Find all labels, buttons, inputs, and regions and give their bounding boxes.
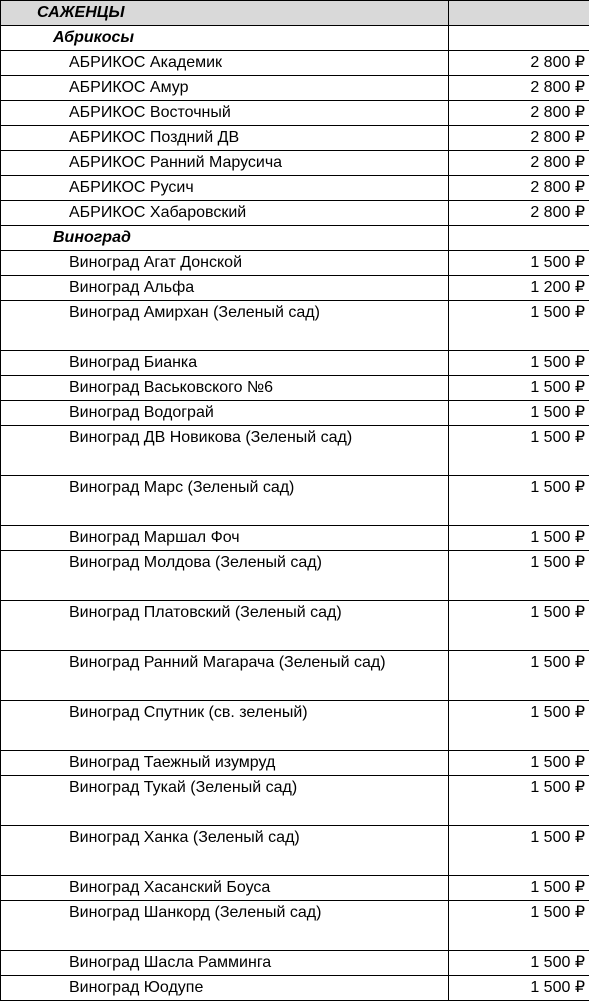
item-name: АБРИКОС Поздний ДВ (1, 126, 449, 151)
group-title: Абрикосы (1, 26, 449, 51)
item-price: 1 200 ₽ (449, 276, 589, 301)
item-price: 1 500 ₽ (449, 651, 589, 701)
item-name: Виноград Агат Донской (1, 251, 449, 276)
table-row (1, 876, 589, 901)
table-row (1, 251, 589, 276)
item-name: АБРИКОС Амур (1, 76, 449, 101)
item-price: 2 800 ₽ (449, 51, 589, 76)
table-row (1, 651, 589, 701)
item-price: 1 500 ₽ (449, 601, 589, 651)
item-name: Виноград Амирхан (Зеленый сад) (1, 301, 449, 351)
item-price: 1 500 ₽ (449, 476, 589, 526)
section-title: САЖЕНЦЫ (1, 1, 449, 26)
item-name: Виноград Ханка (Зеленый сад) (1, 826, 449, 876)
item-name: Виноград Хасанский Боуса (1, 876, 449, 901)
table-row (1, 526, 589, 551)
table-row (1, 901, 589, 951)
table-row (1, 476, 589, 526)
item-price: 1 500 ₽ (449, 701, 589, 751)
table-row (1, 126, 589, 151)
item-price: 1 500 ₽ (449, 426, 589, 476)
table-row (1, 201, 589, 226)
table-row (1, 376, 589, 401)
section-header-row (1, 1, 589, 26)
item-name: Виноград Шасла Рамминга (1, 951, 449, 976)
item-price: 1 500 ₽ (449, 351, 589, 376)
group-header-row (1, 26, 589, 51)
group-price-cell (449, 226, 589, 251)
item-price: 1 500 ₽ (449, 901, 589, 951)
item-name: Виноград Альфа (1, 276, 449, 301)
table-row (1, 951, 589, 976)
item-name: Виноград Таежный изумруд (1, 751, 449, 776)
item-name: АБРИКОС Ранний Марусича (1, 151, 449, 176)
item-price: 1 500 ₽ (449, 951, 589, 976)
item-name: Виноград Ранний Магарача (Зеленый сад) (1, 651, 449, 701)
item-name: Виноград Маршал Фоч (1, 526, 449, 551)
item-name: Виноград Юодупе (1, 976, 449, 1001)
item-name: АБРИКОС Восточный (1, 101, 449, 126)
item-name: Виноград Тукай (Зеленый сад) (1, 776, 449, 826)
group-title: Виноград (1, 226, 449, 251)
table-row (1, 751, 589, 776)
item-price: 1 500 ₽ (449, 751, 589, 776)
item-name: Виноград Марс (Зеленый сад) (1, 476, 449, 526)
item-price: 1 500 ₽ (449, 251, 589, 276)
item-name: Виноград ДВ Новикова (Зеленый сад) (1, 426, 449, 476)
item-name: Виноград Васьковского №6 (1, 376, 449, 401)
table-row (1, 176, 589, 201)
table-row (1, 776, 589, 826)
group-header-row (1, 226, 589, 251)
item-name: Виноград Спутник (св. зеленый) (1, 701, 449, 751)
item-price: 2 800 ₽ (449, 76, 589, 101)
item-name: АБРИКОС Хабаровский (1, 201, 449, 226)
item-name: АБРИКОС Академик (1, 51, 449, 76)
table-row (1, 426, 589, 476)
item-price: 1 500 ₽ (449, 826, 589, 876)
item-name: Виноград Водограй (1, 401, 449, 426)
item-price: 2 800 ₽ (449, 176, 589, 201)
table-row (1, 101, 589, 126)
table-row (1, 701, 589, 751)
item-name: Виноград Платовский (Зеленый сад) (1, 601, 449, 651)
table-row (1, 401, 589, 426)
item-price: 2 800 ₽ (449, 101, 589, 126)
item-name: АБРИКОС Русич (1, 176, 449, 201)
table-row (1, 276, 589, 301)
table-row (1, 151, 589, 176)
group-price-cell (449, 26, 589, 51)
table-row (1, 976, 589, 1001)
item-price: 1 500 ₽ (449, 976, 589, 1001)
item-price: 1 500 ₽ (449, 401, 589, 426)
item-price: 2 800 ₽ (449, 126, 589, 151)
item-name: Виноград Бианка (1, 351, 449, 376)
item-name: Виноград Молдова (Зеленый сад) (1, 551, 449, 601)
item-name: Виноград Шанкорд (Зеленый сад) (1, 901, 449, 951)
price-list-body (1, 1, 589, 1001)
item-price: 1 500 ₽ (449, 526, 589, 551)
item-price: 1 500 ₽ (449, 376, 589, 401)
table-row (1, 601, 589, 651)
table-row (1, 76, 589, 101)
item-price: 1 500 ₽ (449, 776, 589, 826)
table-row (1, 301, 589, 351)
item-price: 1 500 ₽ (449, 876, 589, 901)
item-price: 2 800 ₽ (449, 201, 589, 226)
table-row (1, 51, 589, 76)
table-row (1, 351, 589, 376)
item-price: 1 500 ₽ (449, 301, 589, 351)
section-title-price-cell (449, 1, 589, 26)
table-row (1, 826, 589, 876)
item-price: 2 800 ₽ (449, 151, 589, 176)
item-price: 1 500 ₽ (449, 551, 589, 601)
table-row (1, 551, 589, 601)
